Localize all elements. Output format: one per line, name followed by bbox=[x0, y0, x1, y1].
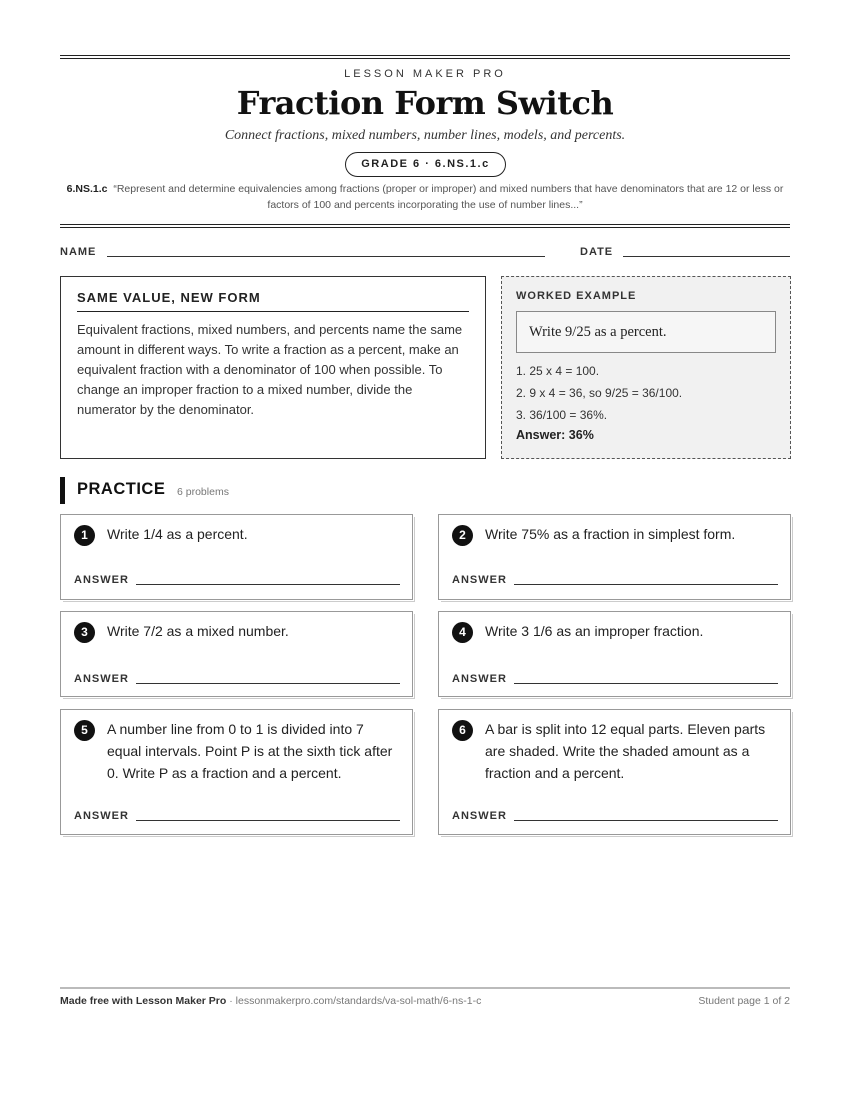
worked-example-answer: Answer: 36% bbox=[516, 428, 594, 442]
header-rule bbox=[60, 58, 790, 59]
problem-text: Write 1/4 as a percent. bbox=[107, 526, 248, 542]
practice-count: 6 problems bbox=[177, 486, 229, 498]
name-field[interactable] bbox=[107, 256, 545, 257]
problem-text: A number line from 0 to 1 is divided into 7 equal intervals. Point P is at the sixth tick after 0. Write P as a fraction and a percent. bbox=[107, 721, 393, 781]
page-subtitle: Connect fractions, mixed numbers, number lines, models, and percents. bbox=[224, 128, 626, 143]
header-rule bbox=[60, 55, 790, 56]
answer-field[interactable] bbox=[514, 683, 778, 684]
problem-number: 3 bbox=[74, 622, 95, 643]
standard-text: “Represent and determine equivalencies among fractions (proper or improper) and mixed numbers that have denominators that are 12 or less or factors of 100 and percents incorporating the use of number lines...” bbox=[113, 183, 784, 211]
footer-separator: · bbox=[226, 995, 236, 1007]
name-label: NAME bbox=[60, 246, 97, 258]
problem-card bbox=[438, 709, 791, 835]
problem-number: 6 bbox=[452, 720, 473, 741]
header-rule bbox=[60, 227, 790, 228]
problem-text: Write 75% as a fraction in simplest form. bbox=[485, 526, 736, 542]
concept-box bbox=[60, 276, 486, 459]
worked-example-box bbox=[501, 276, 791, 459]
answer-field[interactable] bbox=[514, 584, 778, 585]
answer-label: ANSWER bbox=[74, 574, 129, 586]
worked-example-step: 2. 9 x 4 = 36, so 9/25 = 36/100. bbox=[516, 386, 683, 400]
footer-made-with: Made free with Lesson Maker Pro bbox=[60, 995, 227, 1007]
date-label: DATE bbox=[580, 246, 614, 258]
page-number: Student page 1 of 2 bbox=[698, 995, 790, 1007]
answer-field[interactable] bbox=[514, 820, 778, 821]
worked-example-prompt: Write 9/25 as a percent. bbox=[516, 311, 776, 353]
concept-text: Equivalent fractions, mixed numbers, and percents name the same amount in different ways. To write a fraction as a percent, make an equivalent fraction with a denominator of 100 when possible. To change an improper fraction to a mixed number, divide the numerator by the denominator. bbox=[77, 322, 463, 417]
page-title: Fraction Form Switch bbox=[236, 84, 614, 122]
worked-example-steps bbox=[516, 360, 776, 426]
problem-text: Write 3 1/6 as an improper fraction. bbox=[485, 623, 704, 639]
answer-field[interactable] bbox=[136, 820, 400, 821]
problem-number: 1 bbox=[74, 525, 95, 546]
problem-card bbox=[60, 514, 413, 600]
practice-accent-bar bbox=[60, 477, 65, 504]
brand-name: LESSON MAKER PRO bbox=[344, 68, 506, 80]
answer-label: ANSWER bbox=[452, 810, 507, 822]
concept-title: SAME VALUE, NEW FORM bbox=[77, 290, 469, 312]
footer-url[interactable]: lessonmakerpro.com/standards/va-sol-math/6-ns-1-c bbox=[235, 995, 482, 1007]
problem-card bbox=[60, 709, 413, 835]
answer-label: ANSWER bbox=[452, 574, 507, 586]
answer-label: ANSWER bbox=[452, 673, 507, 685]
grade-badge: GRADE 6 · 6.NS.1.c bbox=[345, 152, 506, 177]
answer-label: ANSWER bbox=[74, 810, 129, 822]
worked-example-title: WORKED EXAMPLE bbox=[516, 290, 637, 302]
standard-description bbox=[60, 181, 790, 213]
header-rule bbox=[60, 224, 790, 225]
worked-example-step: 1. 25 x 4 = 100. bbox=[516, 364, 600, 378]
problem-card bbox=[438, 611, 791, 697]
problem-number: 2 bbox=[452, 525, 473, 546]
problem-number: 4 bbox=[452, 622, 473, 643]
date-field[interactable] bbox=[623, 256, 790, 257]
answer-field[interactable] bbox=[136, 584, 400, 585]
answer-label: ANSWER bbox=[74, 673, 129, 685]
problem-number: 5 bbox=[74, 720, 95, 741]
worked-example-step: 3. 36/100 = 36%. bbox=[516, 408, 608, 422]
problem-card bbox=[60, 611, 413, 697]
practice-title: PRACTICE bbox=[77, 480, 166, 498]
standard-code: 6.NS.1.c bbox=[66, 183, 108, 195]
answer-field[interactable] bbox=[136, 683, 400, 684]
problem-card bbox=[438, 514, 791, 600]
problem-text: A bar is split into 12 equal parts. Eleven parts are shaded. Write the shaded amount as a fraction and a percent. bbox=[485, 721, 766, 781]
footer-rule bbox=[60, 987, 790, 989]
problem-text: Write 7/2 as a mixed number. bbox=[107, 623, 289, 639]
footer-credit bbox=[60, 995, 481, 1007]
